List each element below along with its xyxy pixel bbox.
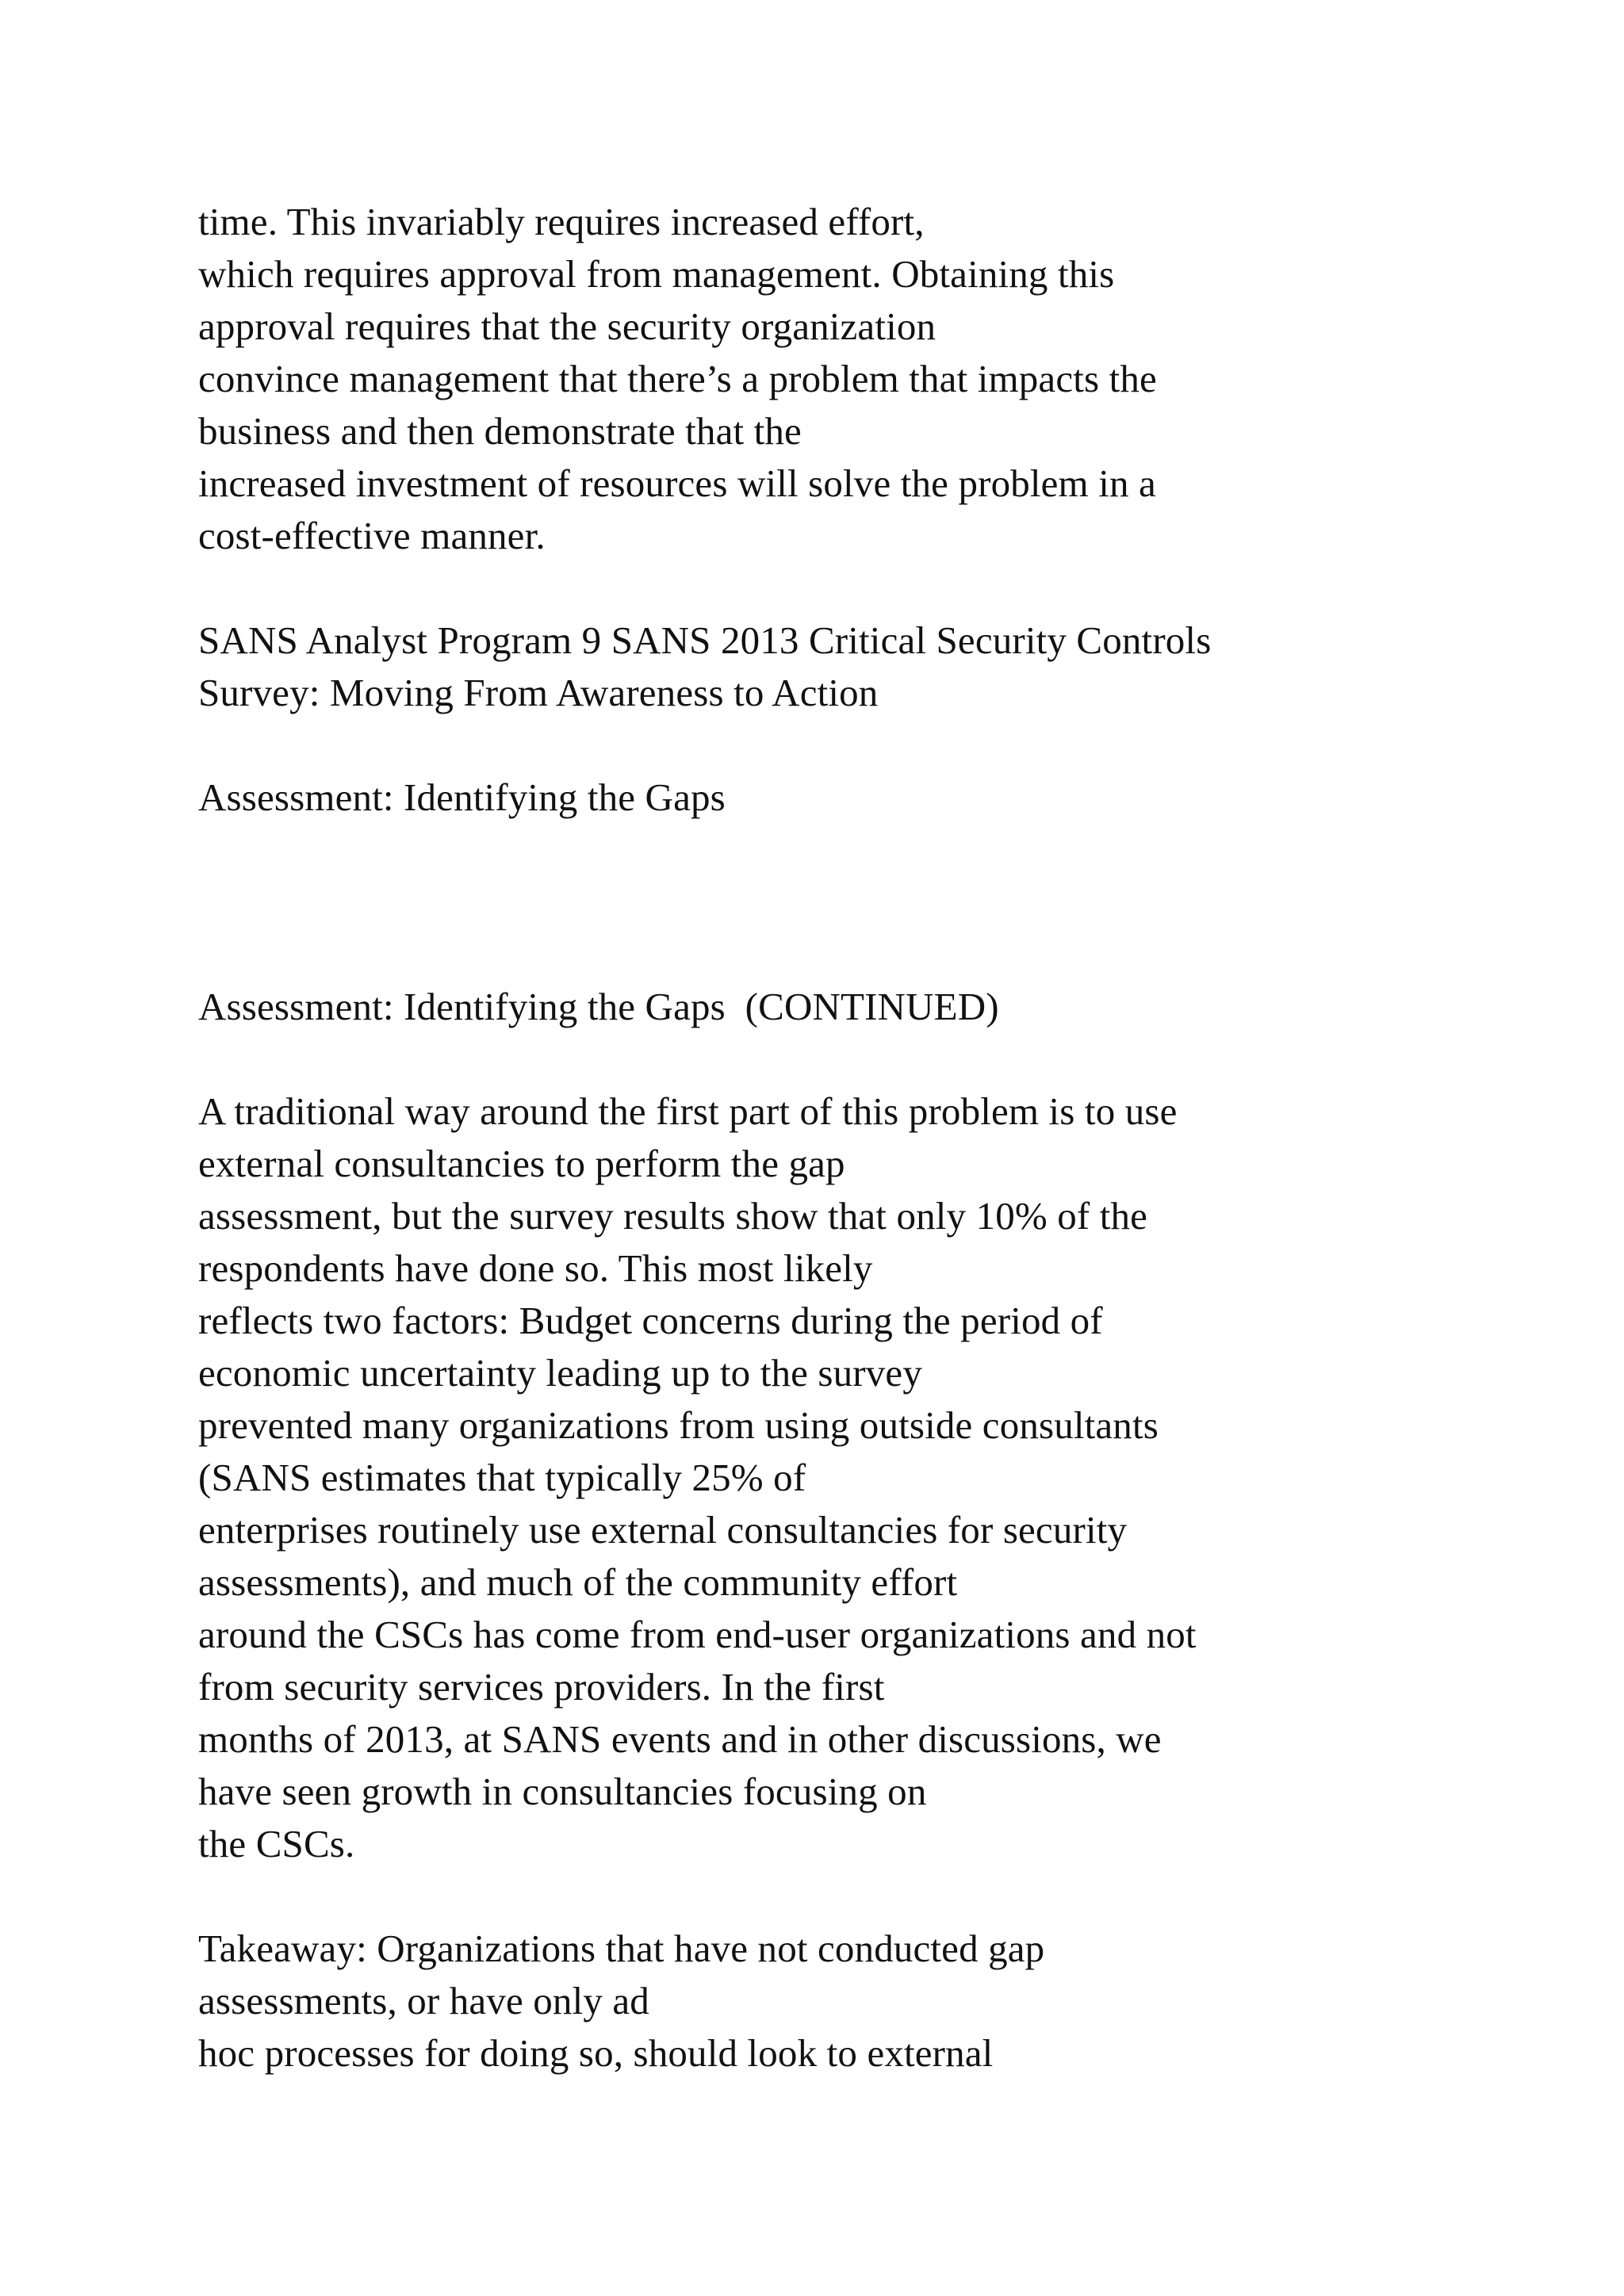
text-line: approval requires that the security organization [198, 304, 936, 348]
text-line: the CSCs. [198, 1822, 355, 1866]
running-header: Survey: Moving From Awareness to Action [198, 671, 879, 714]
takeaway-line: Takeaway: Organizations that have not conducted gap [198, 1927, 1045, 1970]
text-line: have seen growth in consultancies focusing on [198, 1770, 927, 1813]
blank-line [198, 876, 1562, 928]
text-line: external consultancies to perform the gap [198, 1142, 845, 1185]
blank-line [198, 1033, 1562, 1085]
blank-line [198, 562, 1562, 614]
section-heading: Assessment: Identifying the Gaps [198, 775, 726, 819]
text-line: assessment, but the survey results show that only 10% of the [198, 1194, 1148, 1238]
text-line: time. This invariably requires increased effort, [198, 200, 925, 243]
text-line: around the CSCs has come from end-user organizations and not [198, 1613, 1197, 1656]
text-line: which requires approval from management. Obtaining this [198, 252, 1115, 296]
blank-line [198, 824, 1562, 876]
text-line: business and then demonstrate that the [198, 409, 802, 453]
text-line: respondents have done so. This most likely [198, 1246, 873, 1290]
document-body [198, 196, 1562, 2080]
blank-line [198, 719, 1562, 771]
takeaway-line: hoc processes for doing so, should look to external [198, 2031, 994, 2075]
running-header: SANS Analyst Program 9 SANS 2013 Critical Security Controls [198, 618, 1212, 662]
blank-line [198, 1870, 1562, 1923]
text-line: A traditional way around the first part of this problem is to use [198, 1089, 1178, 1133]
text-line: increased investment of resources will solve the problem in a [198, 461, 1156, 505]
text-line: economic uncertainty leading up to the survey [198, 1351, 922, 1395]
text-line: prevented many organizations from using outside consultants [198, 1403, 1159, 1447]
text-line: (SANS estimates that typically 25% of [198, 1456, 806, 1499]
takeaway-line: assessments, or have only ad [198, 1979, 649, 2022]
text-line: months of 2013, at SANS events and in other discussions, we [198, 1717, 1162, 1761]
section-heading: Assessment: Identifying the Gaps (CONTINUED) [198, 985, 999, 1028]
text-line: assessments), and much of the community effort [198, 1560, 958, 1604]
text-line: reflects two factors: Budget concerns during the period of [198, 1299, 1103, 1342]
text-line: enterprises routinely use external consultancies for security [198, 1508, 1128, 1552]
text-line: from security services providers. In the first [198, 1665, 885, 1709]
blank-line [198, 928, 1562, 981]
text-line: cost-effective manner. [198, 514, 546, 557]
text-line: convince management that there’s a problem that impacts the [198, 357, 1157, 400]
